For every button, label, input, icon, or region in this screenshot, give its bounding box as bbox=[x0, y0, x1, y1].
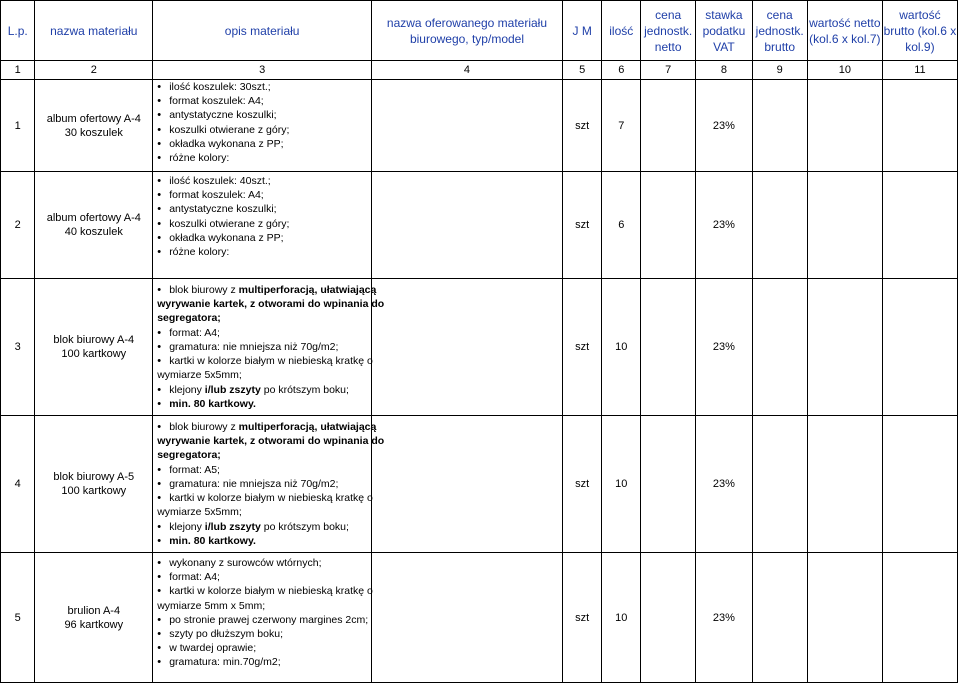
desc-list bbox=[153, 174, 371, 259]
row-price-gross bbox=[752, 553, 807, 683]
desc-item: • szyty po dłuższym boku; bbox=[157, 627, 371, 641]
row-unit: szt bbox=[562, 553, 602, 683]
desc-item: • gramatura: nie mniejsza niż 70g/m2; bbox=[157, 340, 371, 354]
row-value-net bbox=[807, 279, 882, 416]
desc-item: • kartki w kolorze białym w niebieską kratkę o bbox=[157, 491, 371, 505]
row-offered bbox=[372, 80, 563, 172]
row-name-line2: 100 kartkowy bbox=[61, 348, 127, 360]
row-price-gross bbox=[752, 416, 807, 553]
desc-list bbox=[153, 326, 371, 369]
row-lp: 2 bbox=[1, 172, 35, 279]
row-price-gross bbox=[752, 80, 807, 172]
row-price-net bbox=[641, 553, 696, 683]
row-name bbox=[35, 416, 153, 553]
desc-bold: segregatora; bbox=[157, 449, 221, 462]
desc-bold: multiperforacją, ułatwiającą bbox=[238, 284, 377, 297]
row-price-net bbox=[641, 172, 696, 279]
row-offered bbox=[372, 553, 563, 683]
desc-item bbox=[157, 397, 371, 411]
desc-cont bbox=[153, 297, 385, 311]
desc-intro-text: blok biurowy z bbox=[169, 421, 239, 434]
desc-item: • ilość koszulek: 30szt.; bbox=[157, 80, 371, 94]
desc-item: • w twardej oprawie; bbox=[157, 641, 371, 655]
row-name bbox=[35, 553, 153, 683]
header-lp: L.p. bbox=[1, 1, 35, 61]
header-vat: stawka podatku VAT bbox=[696, 1, 752, 61]
row-name-line2: 96 kartkowy bbox=[64, 618, 124, 631]
row-offered bbox=[372, 416, 563, 553]
row-name-line2: 40 koszulek bbox=[64, 226, 123, 238]
desc-intro bbox=[157, 283, 377, 297]
desc-bold: min. 80 kartkowy. bbox=[169, 534, 256, 547]
desc-item: • różne kolory: bbox=[157, 151, 371, 165]
desc-bold: min. 80 kartkowy. bbox=[169, 397, 256, 410]
desc-cont: wymiarze 5x5mm; bbox=[157, 506, 242, 519]
row-value-gross bbox=[882, 553, 957, 683]
desc-list bbox=[153, 613, 371, 670]
desc-text: po krótszym boku; bbox=[260, 383, 349, 396]
col-num: 1 bbox=[1, 61, 35, 80]
desc-item: • format: A5; bbox=[157, 463, 371, 477]
row-value-net bbox=[807, 553, 882, 683]
table-row bbox=[1, 279, 958, 416]
header-offered: nazwa oferowanego materiału biurowego, typ/model bbox=[372, 1, 563, 61]
row-price-net bbox=[641, 80, 696, 172]
row-value-net bbox=[807, 416, 882, 553]
desc-intro bbox=[157, 420, 377, 434]
desc-list bbox=[153, 463, 371, 506]
table-row bbox=[1, 416, 958, 553]
row-vat: 23% bbox=[696, 172, 752, 279]
row-value-net bbox=[807, 172, 882, 279]
desc-intro-text: blok biurowy z bbox=[169, 284, 239, 297]
column-number-row bbox=[1, 61, 958, 80]
row-qty: 7 bbox=[602, 80, 641, 172]
row-desc bbox=[153, 553, 372, 683]
desc-list bbox=[153, 420, 377, 434]
header-value-net: wartość netto (kol.6 x kol.7) bbox=[807, 1, 882, 61]
desc-item: • koszulki otwierane z góry; bbox=[157, 123, 371, 137]
desc-cont bbox=[153, 311, 371, 325]
desc-bold: i/lub zszyty bbox=[204, 520, 261, 533]
desc-item bbox=[157, 383, 371, 397]
row-lp: 5 bbox=[1, 553, 35, 683]
row-name bbox=[35, 172, 153, 279]
header-price-net: cena jednostk. netto bbox=[641, 1, 696, 61]
desc-cont: wymiarze 5x5mm; bbox=[157, 369, 242, 382]
row-name-line1: album ofertowy A-4 bbox=[46, 212, 141, 224]
row-lp: 1 bbox=[1, 80, 35, 172]
row-price-gross bbox=[752, 172, 807, 279]
desc-text: po krótszym boku; bbox=[260, 520, 349, 533]
desc-item: • gramatura: min.70g/m2; bbox=[157, 655, 371, 669]
col-num: 4 bbox=[372, 61, 563, 80]
desc-item: • po stronie prawej czerwony margines 2cm; bbox=[157, 613, 371, 627]
row-price-net bbox=[641, 279, 696, 416]
desc-item: • format koszulek: A4; bbox=[157, 188, 371, 202]
row-unit: szt bbox=[562, 279, 602, 416]
header-value-gross: wartość brutto (kol.6 x kol.9) bbox=[882, 1, 957, 61]
desc-cont bbox=[153, 434, 385, 448]
row-value-net bbox=[807, 80, 882, 172]
desc-item: • wykonany z surowców wtórnych; bbox=[157, 556, 371, 570]
row-name-line1: blok biurowy A-4 bbox=[53, 334, 135, 346]
col-num: 3 bbox=[153, 61, 372, 80]
desc-item: • kartki w kolorze białym w niebieską kratkę o bbox=[157, 584, 371, 598]
row-qty: 10 bbox=[602, 416, 641, 553]
row-value-gross bbox=[882, 80, 957, 172]
table-row bbox=[1, 553, 958, 683]
desc-bold: wyrywanie kartek, z otworami do wpinania do bbox=[157, 298, 385, 311]
row-name-line1: brulion A-4 bbox=[67, 604, 121, 617]
row-name-line1: album ofertowy A-4 bbox=[46, 112, 141, 125]
desc-text: klejony bbox=[169, 520, 205, 533]
row-unit: szt bbox=[562, 416, 602, 553]
row-lp: 4 bbox=[1, 416, 35, 553]
desc-list bbox=[153, 283, 377, 297]
col-num: 9 bbox=[752, 61, 807, 80]
desc-item: • antystatyczne koszulki; bbox=[157, 202, 371, 216]
desc-item bbox=[157, 520, 371, 534]
header-row bbox=[1, 1, 958, 61]
row-vat: 23% bbox=[696, 416, 752, 553]
row-desc bbox=[153, 416, 385, 553]
desc-item: • okładka wykonana z PP; bbox=[157, 137, 371, 151]
row-name-line2: 100 kartkowy bbox=[61, 485, 127, 497]
desc-bold: segregatora; bbox=[157, 312, 221, 325]
row-name bbox=[35, 80, 153, 172]
desc-item: • kartki w kolorze białym w niebieską kratkę o bbox=[157, 354, 371, 368]
desc-item: • gramatura: nie mniejsza niż 70g/m2; bbox=[157, 477, 371, 491]
row-value-gross bbox=[882, 416, 957, 553]
row-value-gross bbox=[882, 279, 957, 416]
col-num: 10 bbox=[807, 61, 882, 80]
header-price-gross: cena jednostk. brutto bbox=[752, 1, 807, 61]
row-desc bbox=[153, 279, 385, 416]
desc-item: • format koszulek: A4; bbox=[157, 94, 371, 108]
desc-item: • ilość koszulek: 40szt.; bbox=[157, 174, 371, 188]
row-price-net bbox=[641, 416, 696, 553]
row-desc bbox=[153, 80, 372, 172]
row-vat: 23% bbox=[696, 279, 752, 416]
table-row bbox=[1, 172, 958, 279]
desc-bold: multiperforacją, ułatwiającą bbox=[238, 421, 377, 434]
desc-item: • format: A4; bbox=[157, 326, 371, 340]
row-value-gross bbox=[882, 172, 957, 279]
desc-bold: i/lub zszyty bbox=[204, 383, 261, 396]
row-desc bbox=[153, 172, 372, 279]
row-name bbox=[35, 279, 153, 416]
header-name: nazwa materiału bbox=[35, 1, 153, 61]
row-offered bbox=[372, 279, 563, 416]
row-unit: szt bbox=[562, 80, 602, 172]
col-num: 2 bbox=[35, 61, 153, 80]
col-num: 11 bbox=[882, 61, 957, 80]
desc-item: • okładka wykonana z PP; bbox=[157, 231, 371, 245]
desc-text: klejony bbox=[169, 383, 205, 396]
desc-cont: wymiarze 5mm x 5mm; bbox=[157, 599, 266, 612]
row-lp: 3 bbox=[1, 279, 35, 416]
desc-list bbox=[153, 556, 371, 599]
row-vat: 23% bbox=[696, 553, 752, 683]
row-qty: 10 bbox=[602, 553, 641, 683]
col-num: 8 bbox=[696, 61, 752, 80]
desc-bold: wyrywanie kartek, z otworami do wpinania do bbox=[157, 435, 385, 448]
row-price-gross bbox=[752, 279, 807, 416]
header-unit: J M bbox=[562, 1, 602, 61]
desc-item: • antystatyczne koszulki; bbox=[157, 108, 371, 122]
header-qty: ilość bbox=[602, 1, 641, 61]
desc-item: • koszulki otwierane z góry; bbox=[157, 217, 371, 231]
row-vat: 23% bbox=[696, 80, 752, 172]
desc-item: • format: A4; bbox=[157, 570, 371, 584]
col-num: 5 bbox=[562, 61, 602, 80]
desc-list bbox=[153, 80, 371, 165]
desc-list bbox=[153, 383, 371, 411]
row-name-line1: blok biurowy A-5 bbox=[53, 471, 135, 483]
row-qty: 6 bbox=[602, 172, 641, 279]
row-qty: 10 bbox=[602, 279, 641, 416]
table-row bbox=[1, 80, 958, 172]
col-num: 7 bbox=[641, 61, 696, 80]
desc-cont bbox=[153, 448, 371, 462]
row-offered bbox=[372, 172, 563, 279]
row-name-line2: 30 koszulek bbox=[64, 126, 123, 139]
row-unit: szt bbox=[562, 172, 602, 279]
desc-item: • różne kolory: bbox=[157, 245, 371, 259]
desc-list bbox=[153, 520, 371, 548]
col-num: 6 bbox=[602, 61, 641, 80]
desc-item bbox=[157, 534, 371, 548]
header-desc: opis materiału bbox=[153, 1, 372, 61]
